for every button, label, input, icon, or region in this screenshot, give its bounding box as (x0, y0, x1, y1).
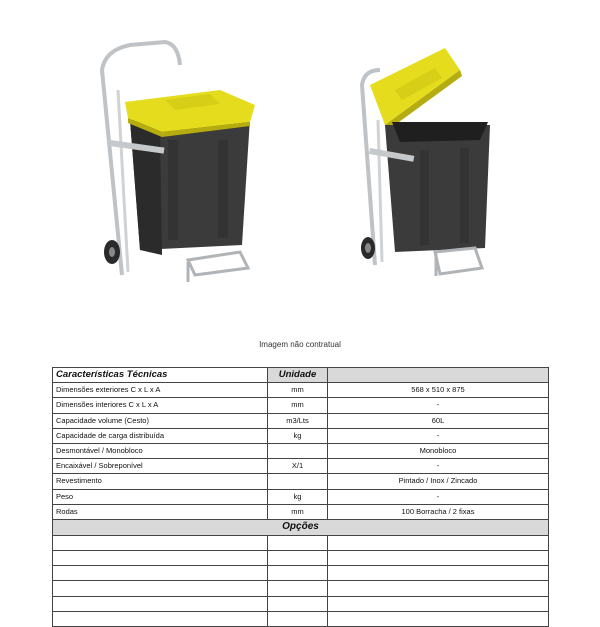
option-row (53, 596, 549, 611)
option-unit (268, 596, 328, 611)
spec-label: Revestimento (53, 474, 268, 489)
spec-label: Dimensões exteriores C x L x A (53, 383, 268, 398)
spec-label: Peso (53, 489, 268, 504)
option-row (53, 581, 549, 596)
spec-value: Monobloco (328, 443, 549, 458)
option-value (328, 611, 549, 626)
table-row (53, 443, 549, 458)
table-row (53, 413, 549, 428)
table-row (53, 474, 549, 489)
spec-value: 100 Borracha / 2 fixas (328, 504, 549, 519)
option-unit (268, 581, 328, 596)
spec-unit: kg (268, 489, 328, 504)
spec-unit (268, 474, 328, 489)
option-label (53, 551, 268, 566)
spec-value: Pintado / Inox / Zincado (328, 474, 549, 489)
spec-label: Dimensões interiores C x L x A (53, 398, 268, 413)
option-unit (268, 566, 328, 581)
option-label (53, 581, 268, 596)
spec-value: - (328, 459, 549, 474)
spec-value: 568 x 510 x 875 (328, 383, 549, 398)
option-unit (268, 551, 328, 566)
table-row (53, 383, 549, 398)
technical-specs-table (52, 367, 549, 627)
option-row (53, 611, 549, 626)
option-label (53, 566, 268, 581)
spec-label: Capacidade volume (Cesto) (53, 413, 268, 428)
options-header-row (53, 519, 549, 535)
option-row (53, 535, 549, 550)
option-value (328, 535, 549, 550)
header-value (328, 368, 549, 383)
spec-label: Rodas (53, 504, 268, 519)
table-header-row (53, 368, 549, 383)
spec-unit: kg (268, 428, 328, 443)
table-row (53, 428, 549, 443)
option-value (328, 566, 549, 581)
header-unit: Unidade (268, 368, 328, 383)
spec-label: Desmontável / Monobloco (53, 443, 268, 458)
option-value (328, 581, 549, 596)
table-row (53, 489, 549, 504)
option-value (328, 596, 549, 611)
spec-unit: mm (268, 504, 328, 519)
spec-label: Encaixável / Sobreponível (53, 459, 268, 474)
trash-bin-open-lid-image (340, 30, 530, 295)
spec-label: Capacidade de carga distribuída (53, 428, 268, 443)
spec-value: 60L (328, 413, 549, 428)
option-label (53, 611, 268, 626)
option-label (53, 535, 268, 550)
option-value (328, 551, 549, 566)
trash-bin-closed-lid-image (70, 30, 280, 295)
spec-unit: X/1 (268, 459, 328, 474)
table-row (53, 504, 549, 519)
option-row (53, 566, 549, 581)
image-disclaimer-caption: Imagem não contratual (259, 340, 341, 349)
spec-value: - (328, 428, 549, 443)
spec-value: - (328, 398, 549, 413)
option-unit (268, 535, 328, 550)
table-row (53, 459, 549, 474)
option-unit (268, 611, 328, 626)
spec-unit: m3/Lts (268, 413, 328, 428)
option-row (53, 551, 549, 566)
header-characteristics: Características Técnicas (53, 368, 268, 383)
spec-unit: mm (268, 383, 328, 398)
spec-value: - (328, 489, 549, 504)
options-title: Opções (53, 519, 549, 535)
option-label (53, 596, 268, 611)
spec-unit: mm (268, 398, 328, 413)
table-row (53, 398, 549, 413)
spec-unit (268, 443, 328, 458)
